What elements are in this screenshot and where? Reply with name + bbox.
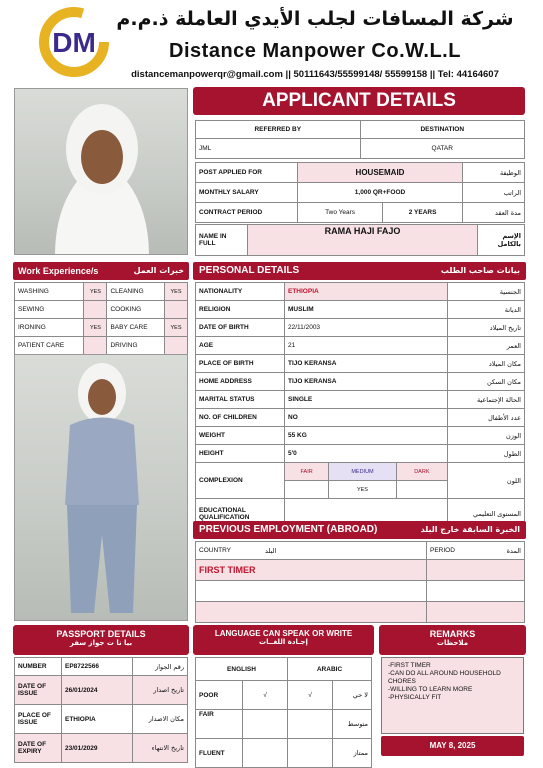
empty-row — [427, 602, 525, 623]
remarks-box — [381, 657, 524, 734]
passport-label: DATE OF ISSUE — [15, 676, 62, 705]
personal-details-header — [193, 262, 526, 280]
field-label: HOME ADDRESS — [196, 373, 285, 391]
previous-employment-value: FIRST TIMER — [196, 560, 427, 581]
language-level-label-ar: ممتاز — [333, 739, 372, 768]
field-label-ar: الحالة الإجتماعية — [448, 391, 525, 409]
skill-value: YES — [165, 283, 188, 301]
field-label-ar: مكان الميلاد — [448, 355, 525, 373]
field-label: PLACE OF BIRTH — [196, 355, 285, 373]
previous-employment-title-ar: الخبرة السابقة خارج البلد — [420, 525, 520, 534]
field-label-ar: العمر — [448, 337, 525, 355]
passport-label: PLACE OF ISSUE — [15, 705, 62, 734]
job-table — [195, 162, 525, 223]
work-experience-header — [13, 262, 189, 280]
arabic-level-mark — [288, 710, 333, 739]
english-level-mark: √ — [243, 681, 288, 710]
skill-value: YES — [84, 319, 107, 337]
field-label: NATIONALITY — [196, 283, 285, 301]
referral-table — [195, 120, 525, 159]
passport-title: PASSPORT DETAILS — [56, 629, 146, 639]
empty-row — [427, 581, 525, 602]
work-experience-title: Work Experience/s — [18, 266, 99, 276]
language-level-label-ar: لا حي — [333, 681, 372, 710]
field-label: HEIGHT — [196, 445, 285, 463]
destination-value: QATAR — [360, 139, 525, 159]
english-header: ENGLISH — [196, 658, 288, 681]
passport-table — [14, 657, 188, 763]
referred-by-label: REFERRED BY — [196, 121, 361, 139]
company-name-english: Distance Manpower Co.W.L.L — [169, 40, 461, 62]
name-label-ar: الإسم بالكامل — [478, 225, 525, 256]
skill-value — [165, 337, 188, 355]
field-label-ar: الديانة — [448, 301, 525, 319]
company-contact: distancemanpowerqr@gmail.com || 50111643/55599148/ 55599158 || Tel: 44164607 — [131, 69, 499, 80]
field-value: 21 — [285, 337, 448, 355]
period-label-ar: المدة — [478, 542, 525, 560]
passport-header — [13, 625, 189, 655]
complexion-medium: MEDIUM — [329, 463, 396, 481]
skill-value: YES — [165, 319, 188, 337]
skill-label: COOKING — [107, 301, 165, 319]
salary-label-ar: الراتب — [463, 183, 525, 203]
complexion-dark: DARK — [396, 463, 447, 481]
skill-label: DRIVING — [107, 337, 165, 355]
passport-value: ETHIOPIA — [62, 705, 133, 734]
complexion-label-ar: اللون — [448, 463, 525, 499]
education-label: EDUCATIONAL QUALIFICATION — [196, 499, 285, 530]
field-label: MARITAL STATUS — [196, 391, 285, 409]
passport-label: NUMBER — [15, 658, 62, 676]
post-label-ar: الوظيفة — [463, 163, 525, 183]
language-level-label: FAIR — [196, 710, 243, 739]
applicant-photo-full-body — [14, 354, 188, 621]
field-value: 5'0 — [285, 445, 448, 463]
complexion-label: COMPLEXION — [196, 463, 285, 499]
period-value — [427, 560, 525, 581]
skill-label: CLEANING — [107, 283, 165, 301]
personal-details-table — [195, 282, 525, 530]
field-label: RELIGION — [196, 301, 285, 319]
skill-value — [84, 301, 107, 319]
passport-value: 26/01/2024 — [62, 676, 133, 705]
field-value: TIJO KERANSA — [285, 355, 448, 373]
contract-label: CONTRACT PERIOD — [196, 203, 298, 223]
language-header — [193, 625, 374, 655]
salary-label: MONTHLY SALARY — [196, 183, 298, 203]
complexion-dark-mark — [396, 481, 447, 499]
remark-line: -CAN DO ALL AROUND HOUSEHOLD CHORES — [388, 670, 501, 685]
previous-employment-header — [193, 521, 526, 539]
personal-details-title-ar: بيانات صاحب الطلب — [440, 266, 520, 275]
passport-label-ar: رقم الجواز — [133, 658, 188, 676]
remark-line: -FIRST TIMER — [388, 662, 431, 669]
field-label-ar: الطول — [448, 445, 525, 463]
destination-label: DESTINATION — [360, 121, 525, 139]
work-experience-table — [14, 282, 188, 355]
skill-value: YES — [84, 283, 107, 301]
empty-row — [196, 602, 427, 623]
previous-employment-table — [195, 541, 525, 623]
field-value: 22/11/2003 — [285, 319, 448, 337]
english-level-mark — [243, 710, 288, 739]
post-label: POST APPLIED FOR — [196, 163, 298, 183]
passport-title-ar: بيا نا ت جواز سفر — [69, 639, 133, 647]
skill-value — [84, 337, 107, 355]
complexion-fair: FAIR — [285, 463, 329, 481]
language-level-label-ar: متوسط — [333, 710, 372, 739]
field-label-ar: الوزن — [448, 427, 525, 445]
skill-label: PATIENT CARE — [15, 337, 84, 355]
remarks-date: MAY 8, 2025 — [381, 736, 524, 756]
language-level-label: POOR — [196, 681, 243, 710]
language-title: LANGUAGE CAN SPEAK OR WRITE — [214, 629, 353, 638]
language-title-ar: إجـادة اللغــات — [259, 638, 308, 646]
remark-line: -WILLING TO LEARN MORE — [388, 686, 473, 693]
field-value: NO — [285, 409, 448, 427]
logo-letters: DM — [52, 27, 96, 58]
previous-employment-title: PREVIOUS EMPLOYMENT (ABROAD) — [199, 524, 378, 535]
field-value: ETHIOPIA — [285, 283, 448, 301]
contract-years-2: 2 YEARS — [383, 203, 463, 223]
arabic-level-mark: √ — [288, 681, 333, 710]
field-value: 55 KG — [285, 427, 448, 445]
passport-label-ar: تاريخ الانتهاء — [133, 734, 188, 763]
field-label: DATE OF BIRTH — [196, 319, 285, 337]
english-level-mark — [243, 739, 288, 768]
field-label: WEIGHT — [196, 427, 285, 445]
field-label: AGE — [196, 337, 285, 355]
passport-label-ar: تاريخ اصدار — [133, 676, 188, 705]
company-logo — [38, 6, 110, 78]
period-label: PERIOD — [427, 542, 479, 560]
referred-by-value: JML — [196, 139, 361, 159]
field-value: MUSLIM — [285, 301, 448, 319]
empty-row — [196, 581, 427, 602]
remarks-header — [379, 625, 526, 655]
remarks-title-ar: ملاحظات — [436, 639, 469, 647]
skill-label: IRONING — [15, 319, 84, 337]
skill-value — [165, 301, 188, 319]
page-title: APPLICANT DETAILS — [193, 87, 525, 115]
arabic-header: ARABIC — [288, 658, 372, 681]
work-experience-title-ar: خبرات العمل — [133, 266, 184, 275]
country-label: COUNTRY — [196, 542, 263, 560]
applicant-photo-portrait — [14, 88, 188, 255]
field-label-ar: تاريخ الميلاد — [448, 319, 525, 337]
complexion-fair-mark — [285, 481, 329, 499]
skill-label: SEWING — [15, 301, 84, 319]
passport-value: 23/01/2029 — [62, 734, 133, 763]
personal-details-title: PERSONAL DETAILS — [199, 265, 300, 276]
post-value: HOUSEMAID — [298, 163, 463, 183]
field-label: NO. OF CHILDREN — [196, 409, 285, 427]
passport-label: DATE OF EXPIRY — [15, 734, 62, 763]
arabic-level-mark — [288, 739, 333, 768]
contract-label-ar: مدة العقد — [463, 203, 525, 223]
remark-line: -PHYSICALLY FIT — [388, 694, 442, 701]
education-label-ar: المستوى التعليمي — [448, 499, 525, 530]
field-value: SINGLE — [285, 391, 448, 409]
passport-label-ar: مكان الاصدار — [133, 705, 188, 734]
skill-label: BABY CARE — [107, 319, 165, 337]
salary-value: 1,000 QR+FOOD — [298, 183, 463, 203]
name-table — [195, 224, 525, 256]
language-table — [195, 657, 372, 768]
passport-value: EP8722566 — [62, 658, 133, 676]
field-label-ar: مكان السكن — [448, 373, 525, 391]
skill-label: WASHING — [15, 283, 84, 301]
field-label-ar: الجنسية — [448, 283, 525, 301]
company-name-arabic: شركة المسافات لجلب الأيدي العاملة ذ.م.م — [116, 8, 514, 30]
field-label-ar: عدد الأطفال — [448, 409, 525, 427]
remarks-title: REMARKS — [429, 629, 476, 639]
contract-years: Two Years — [298, 203, 383, 223]
language-level-label: FLUENT — [196, 739, 243, 768]
applicant-name: RAMA HAJI FAJO — [248, 225, 478, 256]
field-value: TIJO KERANSA — [285, 373, 448, 391]
name-label: NAME IN FULL — [196, 225, 248, 256]
complexion-medium-mark: YES — [329, 481, 396, 499]
country-label-ar: البلد — [262, 542, 427, 560]
